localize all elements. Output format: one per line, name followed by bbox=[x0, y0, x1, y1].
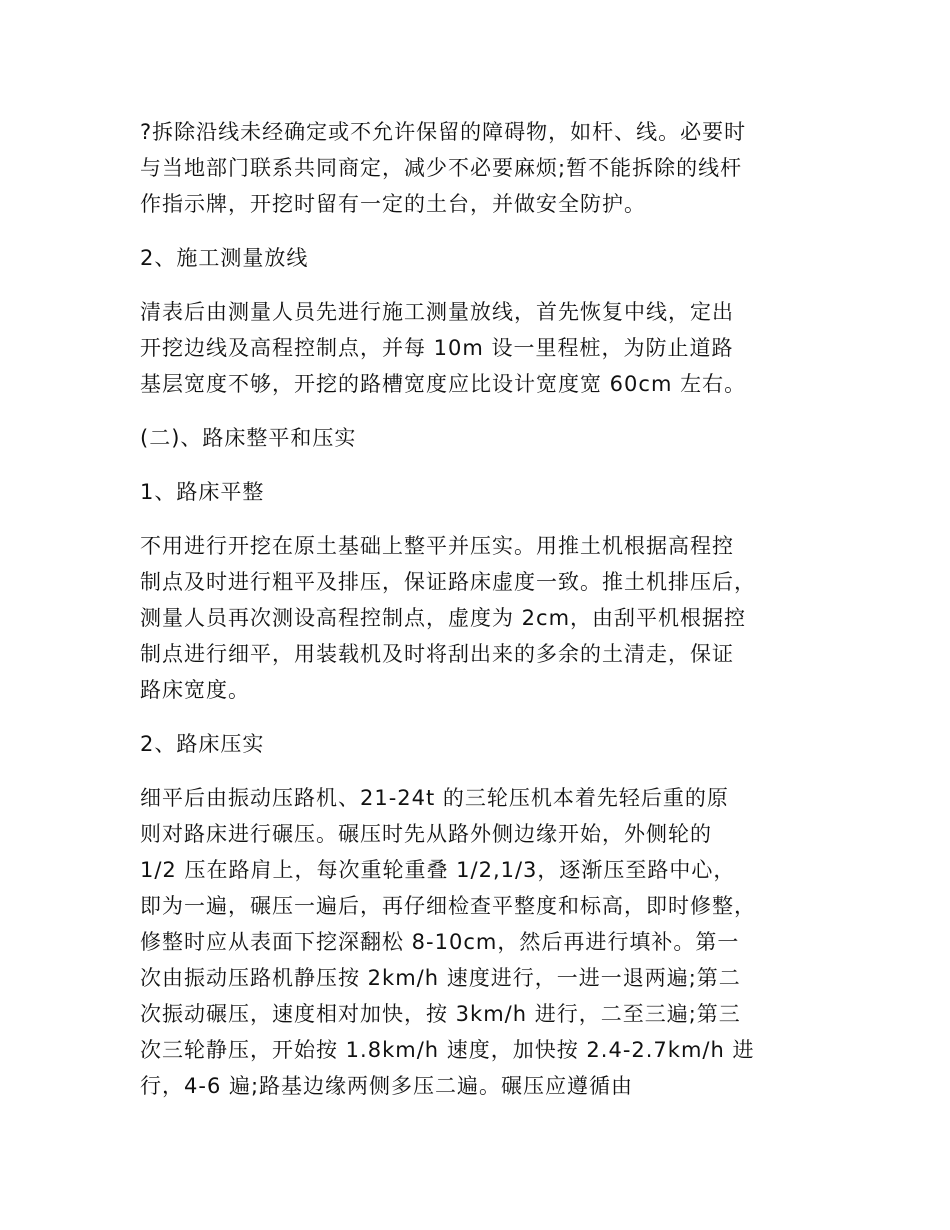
paragraph-gap bbox=[140, 762, 830, 780]
text-line: 则对路床进行碾压。碾压时先从路外侧边缘开始，外侧轮的 bbox=[140, 822, 712, 846]
document-body bbox=[140, 114, 830, 1104]
text-line: 基层宽度不够，开挖的路槽宽度应比设计宽度宽 60cm 左右。 bbox=[140, 372, 747, 396]
text-line: 开挖边线及高程控制点，并每 10m 设一里程桩，为防止道路 bbox=[140, 336, 734, 360]
text-line: 清表后由测量人员先进行施工测量放线，首先恢复中线，定出 bbox=[140, 300, 734, 324]
text-line: 制点进行细平，用装载机及时将刮出来的多余的土清走，保证 bbox=[140, 642, 734, 666]
text-line: 测量人员再次测设高程控制点，虚度为 2cm，由刮平机根据控 bbox=[140, 606, 747, 630]
paragraph-gap bbox=[140, 456, 830, 474]
text-line: 行，4-6 遍;路基边缘两侧多压二遍。碾压应遵循由 bbox=[140, 1074, 634, 1098]
text-line: ?拆除沿线未经确定或不允许保留的障碍物，如杆、线。必要时 bbox=[140, 120, 747, 144]
paragraph-gap bbox=[140, 276, 830, 294]
heading-subgrade-leveling bbox=[140, 474, 830, 510]
paragraph-leveling bbox=[140, 528, 830, 708]
paragraph-obstacle-removal bbox=[140, 114, 830, 222]
heading-survey-setout bbox=[140, 240, 830, 276]
text-line: 1/2 压在路肩上，每次重轮重叠 1/2,1/3，逐渐压至路中心， bbox=[140, 858, 736, 882]
paragraph-gap bbox=[140, 402, 830, 420]
paragraph-gap bbox=[140, 222, 830, 240]
text-line: 路床宽度。 bbox=[140, 678, 250, 702]
heading-text: (二)、路床整平和压实 bbox=[140, 426, 357, 450]
heading-text: 2、路床压实 bbox=[140, 732, 265, 756]
paragraph-compaction bbox=[140, 780, 830, 1104]
heading-text: 1、路床平整 bbox=[140, 480, 265, 504]
text-line: 作指示牌，开挖时留有一定的土台，并做安全防护。 bbox=[140, 192, 646, 216]
paragraph-gap bbox=[140, 708, 830, 726]
paragraph-survey bbox=[140, 294, 830, 402]
heading-subgrade-leveling-compaction bbox=[140, 420, 830, 456]
text-line: 即为一遍，碾压一遍后，再仔细检查平整度和标高，即时修整， bbox=[140, 894, 756, 918]
text-line: 细平后由振动压路机、21-24t 的三轮压机本着先轻后重的原 bbox=[140, 786, 729, 810]
text-line: 次由振动压路机静压按 2km/h 速度进行，一进一退两遍;第二 bbox=[140, 966, 741, 990]
heading-text: 2、施工测量放线 bbox=[140, 246, 309, 270]
text-line: 修整时应从表面下挖深翻松 8-10cm，然后再进行填补。第一 bbox=[140, 930, 740, 954]
text-line: 不用进行开挖在原土基础上整平并压实。用推土机根据高程控 bbox=[140, 534, 734, 558]
text-line: 制点及时进行粗平及排压，保证路床虚度一致。推土机排压后， bbox=[140, 570, 756, 594]
text-line: 与当地部门联系共同商定，减少不必要麻烦;暂不能拆除的线杆 bbox=[140, 156, 743, 180]
text-line: 次振动碾压，速度相对加快，按 3km/h 进行，二至三遍;第三 bbox=[140, 1002, 741, 1026]
paragraph-gap bbox=[140, 510, 830, 528]
heading-subgrade-compaction bbox=[140, 726, 830, 762]
text-line: 次三轮静压，开始按 1.8km/h 速度，加快按 2.4-2.7km/h 进 bbox=[140, 1038, 755, 1062]
